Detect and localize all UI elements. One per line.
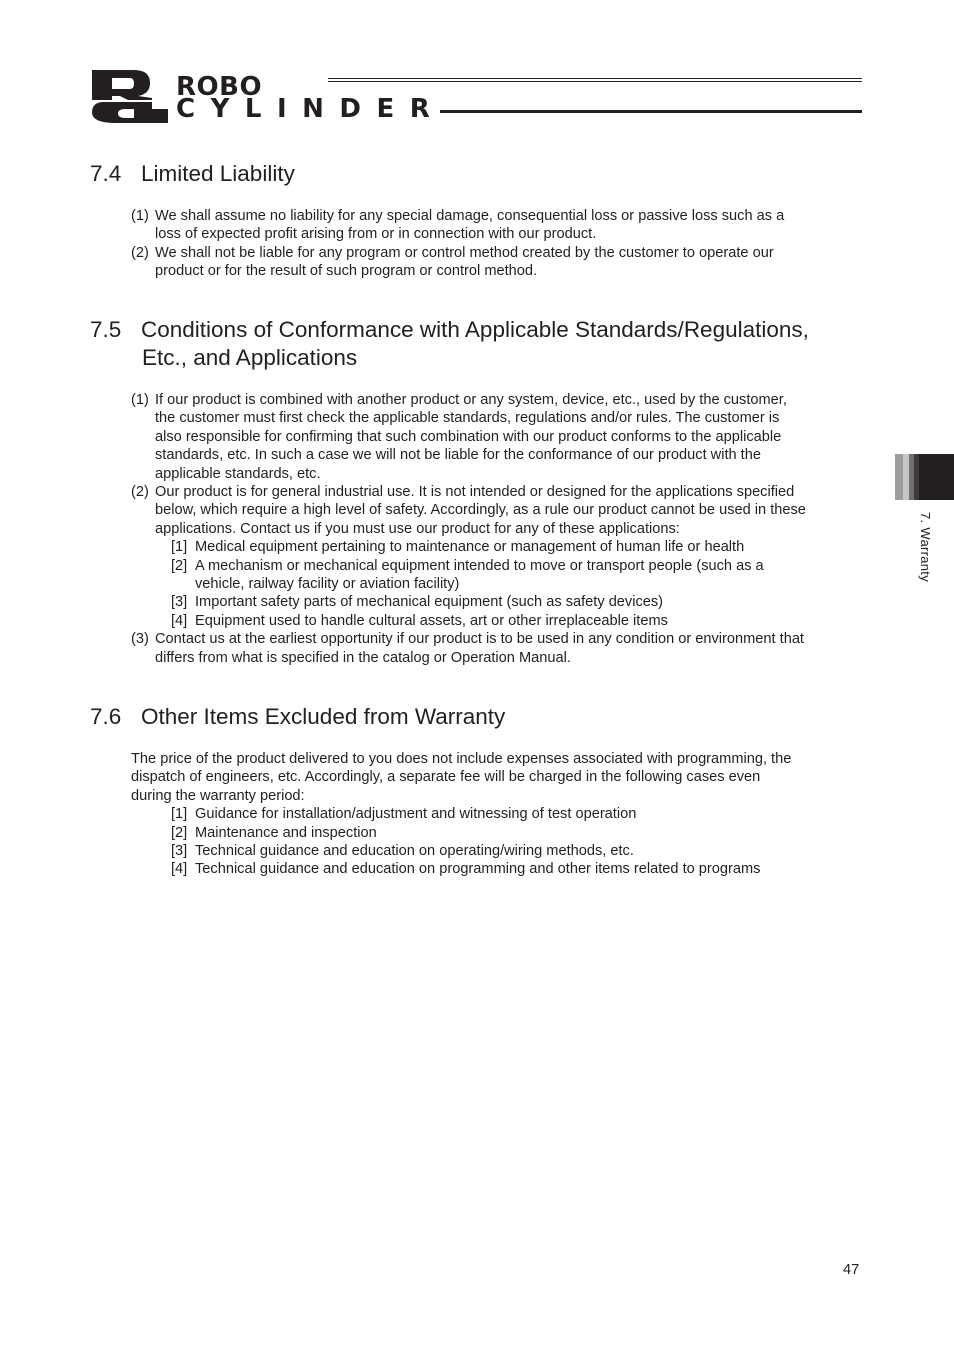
list-marker: (1) xyxy=(131,392,149,408)
list-marker: (3) xyxy=(131,631,149,648)
section-number: 7.6 xyxy=(90,704,122,729)
list-item-line: product or for the result of such program or control method. xyxy=(155,263,538,280)
sub-list-item xyxy=(131,593,866,611)
sub-list-item xyxy=(131,612,866,630)
sub-list-marker: [1] xyxy=(171,539,188,556)
sub-list-item xyxy=(131,824,866,842)
list-item-line: loss of expected profit arising from or in connection with our product. xyxy=(155,226,597,243)
sub-list-marker: [4] xyxy=(171,612,188,629)
page-header xyxy=(90,68,864,126)
list-item xyxy=(131,207,866,244)
section-title-line2: Etc., and Applications xyxy=(142,345,358,370)
list-item-line: differs from what is specified in the catalog or Operation Manual. xyxy=(155,649,571,666)
list-item-line: applications. Contact us if you must use our product for any of these applications: xyxy=(155,520,680,537)
section-7-6-heading xyxy=(90,703,505,731)
list-item-line: applicable standards, etc. xyxy=(155,465,321,482)
list-item-line: We shall not be liable for any program or control method created by the customer to operate our xyxy=(155,244,774,261)
section-7-6-body xyxy=(131,750,866,879)
paragraph-line: dispatch of engineers, etc. Accordingly, a separate fee will be charged in the following cases even xyxy=(131,769,761,786)
header-rule-top-second xyxy=(328,81,862,82)
sub-list-item xyxy=(131,557,866,594)
sub-list-item xyxy=(131,538,866,556)
section-number: 7.4 xyxy=(90,161,122,186)
list-item-line: Our product is for general industrial use. It is not intended or designed for the applications specified xyxy=(155,484,795,501)
list-marker: (2) xyxy=(131,244,149,261)
list-item-line: If our product is combined with another product or any system, device, etc., used by the customer, xyxy=(155,392,787,408)
chapter-tab xyxy=(919,454,954,500)
paragraph-line: during the warranty period: xyxy=(131,787,305,804)
section-title-line1: Conditions of Conformance with Applicable Standards/Regulations, xyxy=(141,317,809,342)
sub-list-line: vehicle, railway facility or aviation facility) xyxy=(195,576,460,593)
sub-list-marker: [4] xyxy=(171,861,188,878)
sub-list-line: Important safety parts of mechanical equipment (such as safety devices) xyxy=(195,594,664,611)
sub-list-item xyxy=(131,842,866,860)
list-item-line: below, which require a high level of safety. Accordingly, as a rule our product cannot be used in these xyxy=(155,502,806,519)
logo-text-cylinder: CYLINDER xyxy=(176,94,430,124)
section-7-5-body xyxy=(131,391,866,667)
section-7-5-heading xyxy=(90,316,809,372)
list-item xyxy=(131,630,866,667)
header-rule-top xyxy=(328,78,862,79)
list-item xyxy=(131,244,866,281)
intro-paragraph xyxy=(131,750,866,805)
sub-list-marker: [3] xyxy=(171,594,188,611)
paragraph-line: The price of the product delivered to you does not include expenses associated with programming, the xyxy=(131,751,792,767)
sub-list-line: Technical guidance and education on programming and other items related to programs xyxy=(195,861,761,878)
chapter-tab-label: 7. Warranty xyxy=(918,512,933,583)
list-item-line: also responsible for confirming that such combination with our product conforms to the applicable xyxy=(155,428,782,445)
sub-list-item xyxy=(131,860,866,878)
section-7-4-heading xyxy=(90,160,295,188)
header-rule-bottom xyxy=(440,110,862,113)
sub-list-marker: [1] xyxy=(171,806,188,823)
sub-list-line: A mechanism or mechanical equipment intended to move or transport people (such as a xyxy=(195,557,764,574)
list-marker: (2) xyxy=(131,484,149,501)
sub-list-item xyxy=(131,805,866,823)
list-item-line: We shall assume no liability for any special damage, consequential loss or passive loss such as a xyxy=(155,208,785,224)
sub-list-line: Medical equipment pertaining to maintenance or management of human life or health xyxy=(195,539,745,556)
list-item xyxy=(131,391,866,483)
sub-list-marker: [3] xyxy=(171,843,188,860)
section-7-4-body xyxy=(131,207,866,281)
list-item-line: standards, etc. In such a case we will not be liable for the conformance of our product with the xyxy=(155,447,761,464)
section-title: Other Items Excluded from Warranty xyxy=(141,704,506,729)
list-item xyxy=(131,483,866,538)
list-item-line: the customer must first check the applicable standards, regulations and/or rules. The customer is xyxy=(155,410,780,427)
sub-list-marker: [2] xyxy=(171,557,188,574)
logo-text-robo: ROBO xyxy=(176,72,263,102)
section-number: 7.5 xyxy=(90,317,122,342)
list-item-line: Contact us at the earliest opportunity if our product is to be used in any condition or environment that xyxy=(155,631,804,648)
robo-cylinder-logo xyxy=(90,68,435,126)
sub-list-line: Maintenance and inspection xyxy=(195,824,377,841)
sub-list-line: Guidance for installation/adjustment and witnessing of test operation xyxy=(195,806,637,823)
list-marker: (1) xyxy=(131,208,149,224)
page-number: 47 xyxy=(843,1262,860,1278)
sub-list-marker: [2] xyxy=(171,824,188,841)
sub-list-line: Equipment used to handle cultural assets, art or other irreplaceable items xyxy=(195,612,668,629)
section-title: Limited Liability xyxy=(141,161,295,186)
sub-list-line: Technical guidance and education on operating/wiring methods, etc. xyxy=(195,843,634,860)
chapter-tab-stripes xyxy=(895,454,919,500)
